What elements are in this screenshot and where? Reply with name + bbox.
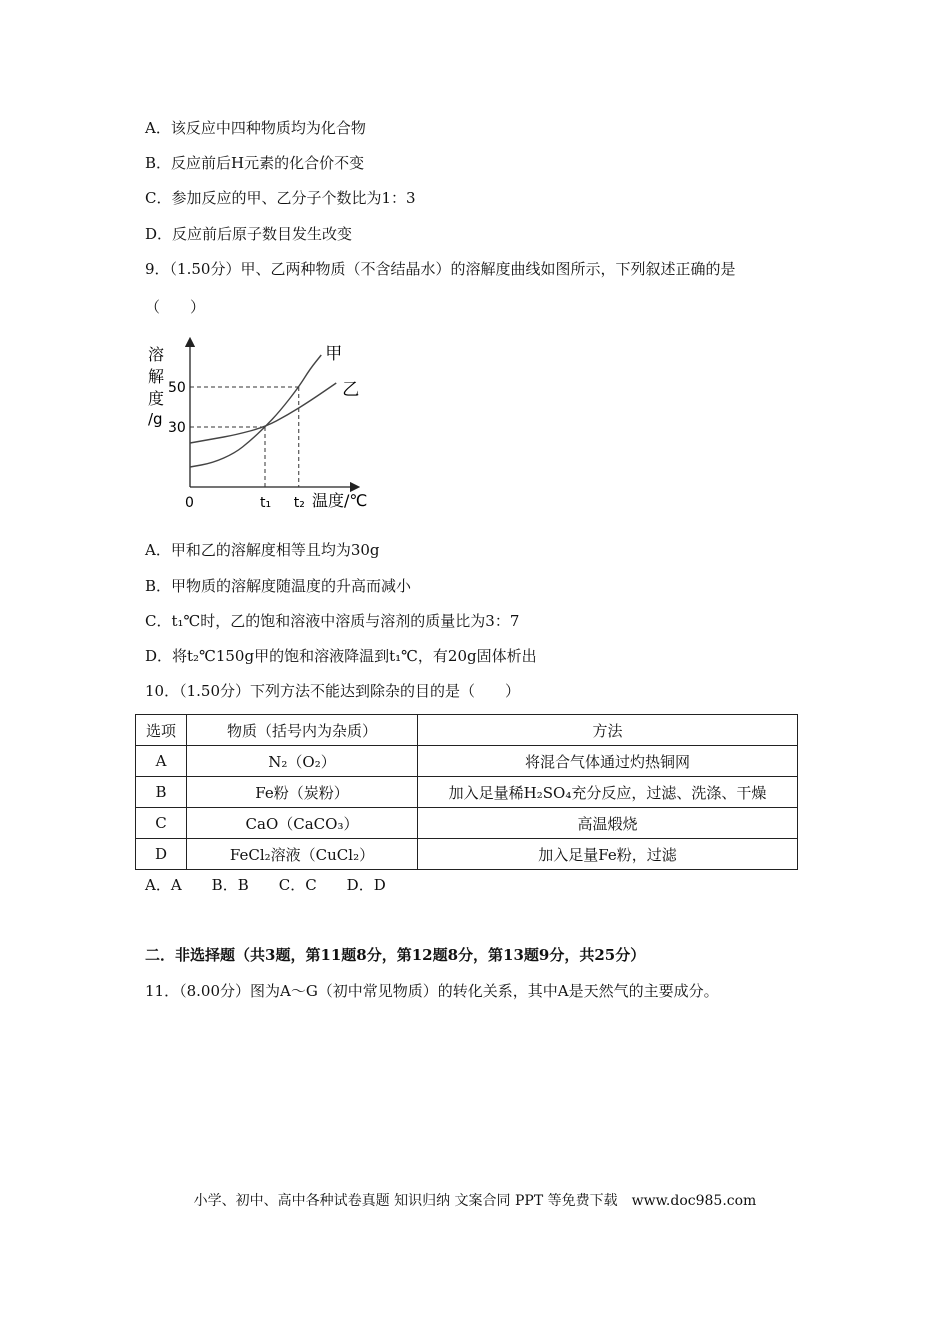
q9-paren: （ ）: [145, 298, 206, 316]
section-2-heading: 二．非选择题（共3题，第11题8分，第12题8分，第13题9分，共25分）: [145, 946, 646, 964]
x-tick-label-1: t₁: [260, 495, 272, 511]
cell-method: 加入足量Fe粉，过滤: [418, 839, 798, 870]
header-option: 选项: [136, 715, 187, 746]
cell-option: C: [136, 808, 187, 839]
cell-option: A: [136, 746, 187, 777]
x-tick-label-2: t₂: [293, 495, 305, 511]
ylabel-0: 溶: [148, 345, 165, 364]
q8-option-b: B．反应前后H元素的化合价不变: [145, 154, 365, 172]
header-substance: 物质（括号内为杂质）: [187, 715, 418, 746]
cell-method: 高温煅烧: [418, 808, 798, 839]
cell-option: B: [136, 777, 187, 808]
ylabel-1: 解: [148, 367, 165, 386]
table-header-row: [136, 715, 798, 746]
cell-method: 加入足量稀H₂SO₄充分反应，过滤、洗涤、干燥: [418, 777, 798, 808]
x-tick-label-0: 0: [185, 495, 194, 511]
q8-option-d: D．反应前后原子数目发生改变: [145, 225, 353, 243]
q10-answers: A．A B．B C．C D．D: [145, 876, 386, 894]
q10-table: [135, 714, 798, 870]
q11-stem: 11．（8.00分）图为A～G（初中常见物质）的转化关系，其中A是天然气的主要成分。: [145, 982, 719, 1000]
cell-option: D: [136, 839, 187, 870]
table-row: [136, 746, 798, 777]
cell-substance: Fe粉（炭粉）: [187, 777, 418, 808]
cell-method: 将混合气体通过灼热铜网: [418, 746, 798, 777]
q9-option-b: B．甲物质的溶解度随温度的升高而减小: [145, 577, 412, 595]
y-tick-label-0: 30: [168, 420, 186, 436]
xlabel: 温度/℃: [312, 491, 368, 510]
q9-option-c: C．t₁℃时，乙的饱和溶液中溶质与溶剂的质量比为3：7: [145, 612, 520, 630]
q9-option-a: A．甲和乙的溶解度相等且均为30g: [145, 541, 380, 559]
table-row: [136, 777, 798, 808]
q9-stem: 9．（1.50分）甲、乙两种物质（不含结晶水）的溶解度曲线如图所示，下列叙述正确的是: [145, 260, 736, 278]
page-footer: 小学、初中、高中各种试卷真题 知识归纳 文案合同 PPT 等免费下载 www.doc985.com: [193, 1193, 757, 1209]
q8-option-a: A．该反应中四种物质均为化合物: [145, 119, 366, 137]
cell-substance: FeCl₂溶液（CuCl₂）: [187, 839, 418, 870]
series-label-1: 乙: [342, 380, 360, 400]
series-label-0: 甲: [325, 344, 343, 364]
table-row: [136, 808, 798, 839]
cell-substance: CaO（CaCO₃）: [187, 808, 418, 839]
q8-option-c: C．参加反应的甲、乙分子个数比为1：3: [145, 189, 416, 207]
ylabel-3: /g: [148, 410, 163, 428]
q9-option-d: D．将t₂℃150g甲的饱和溶液降温到t₁℃，有20g固体析出: [145, 647, 537, 665]
series-line-1: [190, 383, 336, 443]
cell-substance: N₂（O₂）: [187, 746, 418, 777]
q10-stem: 10．（1.50分）下列方法不能达到除杂的目的是（ ）: [145, 682, 520, 700]
ylabel-2: 度: [148, 389, 165, 408]
header-method: 方法: [418, 715, 798, 746]
table-row: [136, 839, 798, 870]
y-tick-label-1: 50: [168, 380, 186, 396]
series-line-0: [190, 355, 321, 467]
solubility-chart: [140, 322, 380, 522]
